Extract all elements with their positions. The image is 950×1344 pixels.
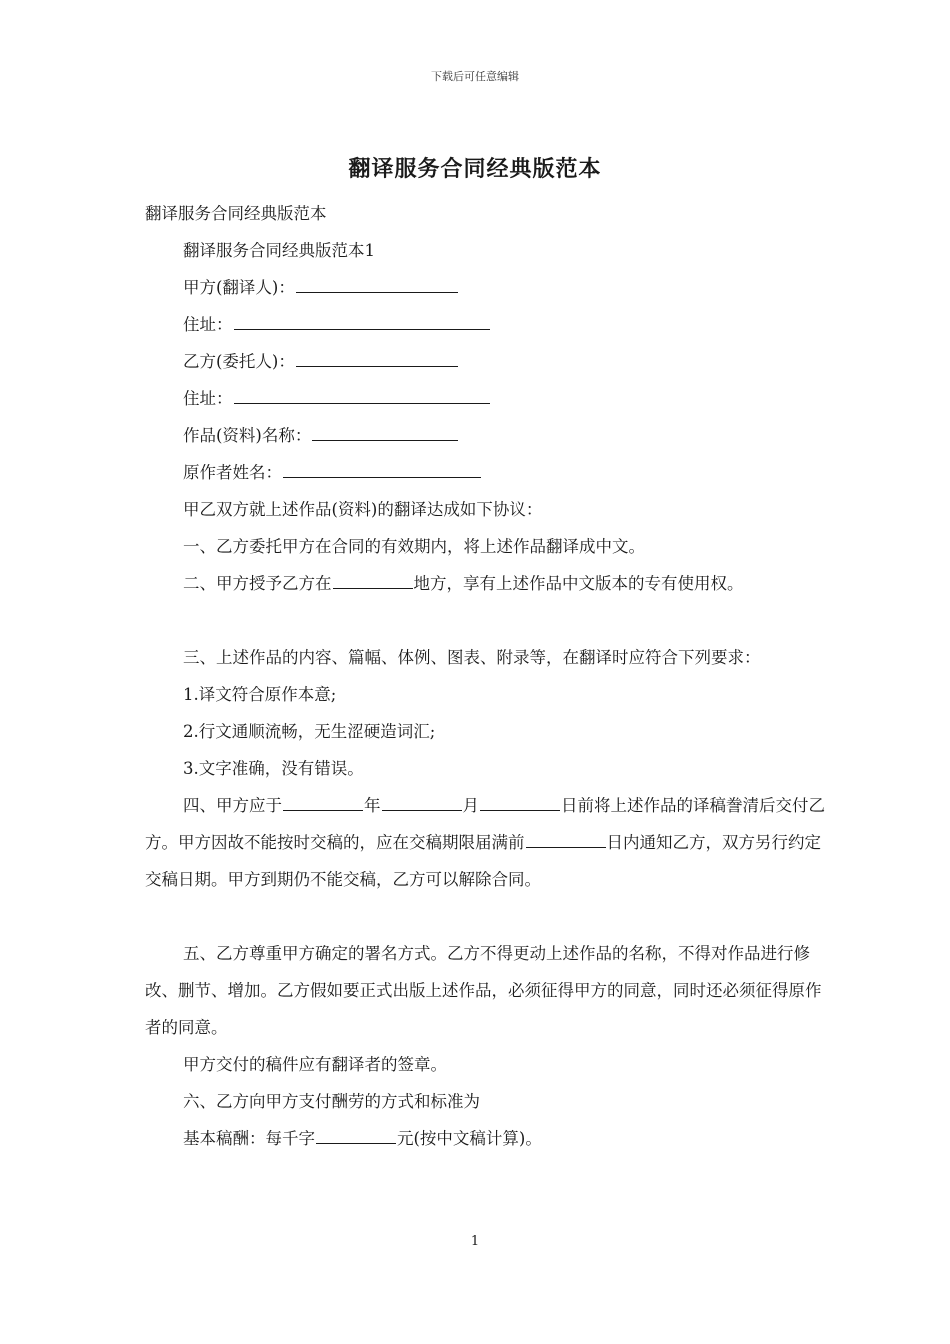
clause-4-text-d: 日前将上述作品的译稿誊清后交付乙方。甲方因故不能按时交稿的，应在交稿期限届满前 xyxy=(145,796,825,852)
clause-2 xyxy=(145,565,825,602)
paragraph-gap xyxy=(145,898,825,935)
clause-4-text-b: 年 xyxy=(364,796,381,815)
clause-2-text-b: 地方，享有上述作品中文版本的专有使用权。 xyxy=(413,574,744,593)
clause-5-text: 五、乙方尊重甲方确定的署名方式。乙方不得更动上述作品的名称，不得对作品进行修改、删节、增加。乙方假如要正式出版上述作品，必须征得甲方的同意，同时还必须征得原作者的同意。 xyxy=(145,944,822,1037)
fee-text-b: 元(按中文稿计算)。 xyxy=(397,1129,542,1148)
requirement-1: 1.译文符合原作本意; xyxy=(183,685,337,704)
address-b-line xyxy=(145,380,825,417)
region-blank[interactable] xyxy=(333,571,413,589)
party-b-line xyxy=(145,343,825,380)
clause-1: 一、乙方委托甲方在合同的有效期内，将上述作品翻译成中文。 xyxy=(183,537,645,556)
work-name-line xyxy=(145,417,825,454)
clause-2-text-a: 二、甲方授予乙方在 xyxy=(183,574,332,593)
clause-4-text-a: 四、甲方应于 xyxy=(183,796,282,815)
clause-6: 六、乙方向甲方支付酬劳的方式和标准为 xyxy=(183,1092,480,1111)
address-a-label: 住址： xyxy=(183,315,233,334)
clause-3-text: 三、上述作品的内容、篇幅、体例、图表、附录等，在翻译时应符合下列要求： xyxy=(183,648,761,667)
party-a-label: 甲方(翻译人)： xyxy=(183,278,295,297)
author-name-label: 原作者姓名： xyxy=(183,463,282,482)
requirement-2: 2.行文通顺流畅，无生涩硬造词汇; xyxy=(183,722,436,741)
signature-note: 甲方交付的稿件应有翻译者的签章。 xyxy=(183,1055,447,1074)
party-a-blank[interactable] xyxy=(296,275,458,293)
requirement-3: 3.文字准确，没有错误。 xyxy=(183,759,364,778)
address-a-line xyxy=(145,306,825,343)
address-b-label: 住址： xyxy=(183,389,233,408)
day-blank[interactable] xyxy=(480,793,560,811)
clause-4 xyxy=(145,787,825,898)
document-title: 翻译服务合同经典版范本 xyxy=(348,156,602,182)
page-number: 1 xyxy=(470,1234,480,1249)
notice-days-blank[interactable] xyxy=(526,830,606,848)
work-name-blank[interactable] xyxy=(312,423,458,441)
author-name-line xyxy=(145,454,825,491)
party-b-label: 乙方(委托人)： xyxy=(183,352,295,371)
clause-3 xyxy=(145,639,825,676)
clause-4-text-e: 日内通知乙方，双方另行约定交稿日期。甲方到期仍不能交稿，乙方可以解除合同。 xyxy=(145,833,821,889)
contract-subtitle: 翻译服务合同经典版范本1 xyxy=(183,241,375,260)
document-body xyxy=(145,195,825,1157)
month-blank[interactable] xyxy=(382,793,462,811)
party-b-blank[interactable] xyxy=(296,349,458,367)
clause-5 xyxy=(145,935,825,1046)
clause-4-text-c: 月 xyxy=(462,796,479,815)
party-a-line xyxy=(145,269,825,306)
agreement-line: 甲乙双方就上述作品(资料)的翻译达成如下协议： xyxy=(183,500,543,519)
address-a-blank[interactable] xyxy=(234,312,490,330)
year-blank[interactable] xyxy=(283,793,363,811)
header-note: 下载后可任意编辑 xyxy=(431,70,519,83)
fee-blank[interactable] xyxy=(316,1126,396,1144)
work-name-label: 作品(资料)名称： xyxy=(183,426,312,445)
fee-line xyxy=(145,1120,825,1157)
fee-text-a: 基本稿酬：每千字 xyxy=(183,1129,315,1148)
author-name-blank[interactable] xyxy=(283,460,481,478)
paragraph-gap xyxy=(145,602,825,639)
intro-line: 翻译服务合同经典版范本 xyxy=(145,204,327,223)
address-b-blank[interactable] xyxy=(234,386,490,404)
